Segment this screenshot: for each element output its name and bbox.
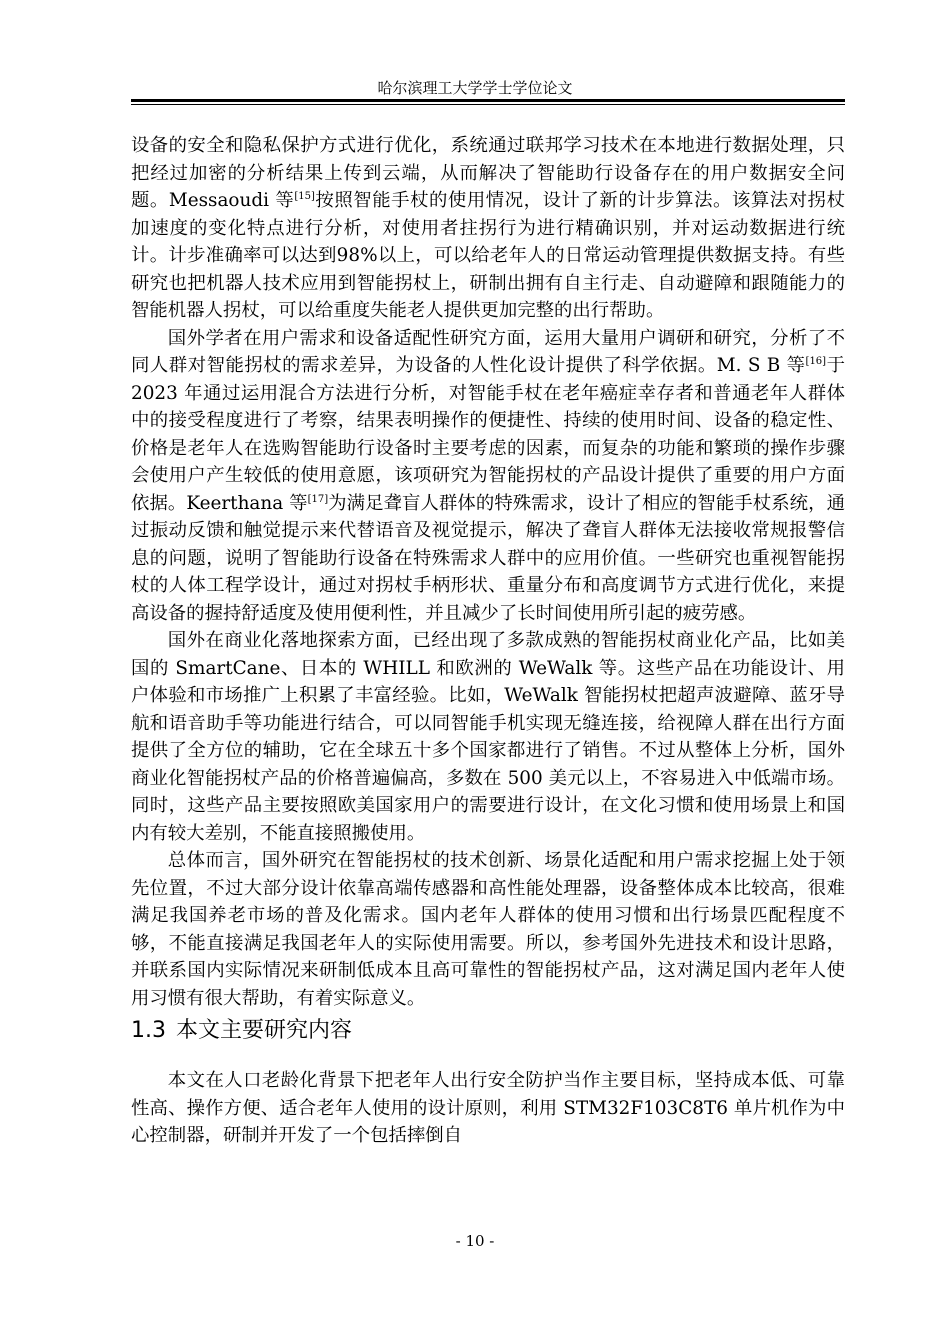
- paragraph-4: 总体而言，国外研究在智能拐杖的技术创新、场景化适配和用户需求挖掘上处于领先位置，不过大部分设计依靠高端传感器和高性能处理器，设备整体成本比较高，很难满足我国养老市场的普及化需求。国内老年人群体的使用习惯和出行场景匹配程度不够，不能直接满足我国老年人的实际使用需要。所以，参考国外先进技术和设计思路，并联系国内实际情况来研制低成本且高可靠性的智能拐杖产品，这对满足国内老年人使用习惯有很大帮助，有着实际意义。: [131, 850, 845, 1009]
- paragraph-1: [131, 132, 845, 325]
- paragraph-2-text-b: 于 2023 年通过运用混合方法进行分析，对智能手杖在老年癌症幸存者和普通老年人群体中的接受程度进行了考察，结果表明操作的便捷性、持续的使用时间、设备的稳定性、价格是老年人在选购智能助行设备时主要考虑的因素，而复杂的功能和繁琐的操作步骤会使用户产生较低的使用意愿，该项研究为智能拐杖的产品设计提供了重要的用户方面依据。Keerthana 等: [131, 355, 845, 514]
- header-rule-thin: [131, 104, 845, 105]
- paragraph-2-text-c: 为满足聋盲人群体的特殊需求，设计了相应的智能手杖系统，通过振动反馈和触觉提示来代替语音及视觉提示，解决了聋盲人群体无法接收常规报警信息的问题，说明了智能助行设备在特殊需求人群中的应用价值。一些研究也重视智能拐杖的人体工程学设计，通过对拐杖手柄形状、重量分布和高度调节方式进行优化，来提高设备的握持舒适度及使用便利性，并且减少了长时间使用所引起的疲劳感。: [131, 492, 845, 624]
- paragraph-2: [131, 325, 845, 628]
- paragraph-1-text-b: 按照智能手杖的使用情况，设计了新的计步算法。该算法对拐杖加速度的变化特点进行分析，对使用者拄拐行为进行精确识别，并对运动数据进行统计。计步准确率可以达到98%以上，可以给老年人的日常运动管理提供数据支持。有些研究也把机器人技术应用到智能拐杖上，研制出拥有自主行走、自动避障和跟随能力的智能机器人拐杖，可以给重度失能老人提供更加完整的出行帮助。: [131, 190, 845, 321]
- page-body: [131, 132, 845, 1150]
- header-rule-thick: [131, 99, 845, 102]
- running-header-title: 哈尔滨理工大学学士学位论文: [377, 79, 573, 97]
- citation-16: [16]: [805, 355, 827, 367]
- paragraph-1-text-a: 设备的安全和隐私保护方式进行优化，系统通过联邦学习技术在本地进行数据处理，只把经过加密的分析结果上传到云端，从而解决了智能助行设备存在的用户数据安全问题。Messaoudi 等: [131, 135, 845, 211]
- paragraph-2-text-a: 国外学者在用户需求和设备适配性研究方面，运用大量用户调研和研究，分析了不同人群对智能拐杖的需求差异，为设备的人性化设计提供了科学依据。M. S B 等: [131, 327, 845, 376]
- section-number: 1.3: [131, 1018, 166, 1043]
- paragraph-5: 本文在人口老龄化背景下把老年人出行安全防护当作主要目标，坚持成本低、可靠性高、操作方便、适合老年人使用的设计原则，利用 STM32F103C8T6 单片机作为中心控制器，研制并开发了一个包括摔倒自: [131, 1070, 845, 1146]
- citation-15: [15]: [294, 190, 315, 202]
- section-heading: [131, 1017, 845, 1045]
- section-title: 本文主要研究内容: [176, 1018, 353, 1043]
- page-number: - 10 -: [455, 1232, 495, 1250]
- citation-17: [17]: [307, 493, 329, 505]
- paragraph-3: 国外在商业化落地探索方面，已经出现了多款成熟的智能拐杖商业化产品，比如美国的 SmartCane、日本的 WHILL 和欧洲的 WeWalk 等。这些产品在功能设计、用户体验和市场推广上积累了丰富经验。比如，WeWalk 智能拐杖把超声波避障、蓝牙导航和语音助手等功能进行结合，可以同智能手机实现无缝连接，给视障人群在出行方面提供了全方位的辅助，它在全球五十多个国家都进行了销售。不过从整体上分析，国外商业化智能拐杖产品的价格普遍偏高，多数在 500 美元以上，不容易进入中低端市场。同时，这些产品主要按照欧美国家用户的需要进行设计，在文化习惯和使用场景上和国内有较大差别，不能直接照搬使用。: [131, 630, 845, 844]
